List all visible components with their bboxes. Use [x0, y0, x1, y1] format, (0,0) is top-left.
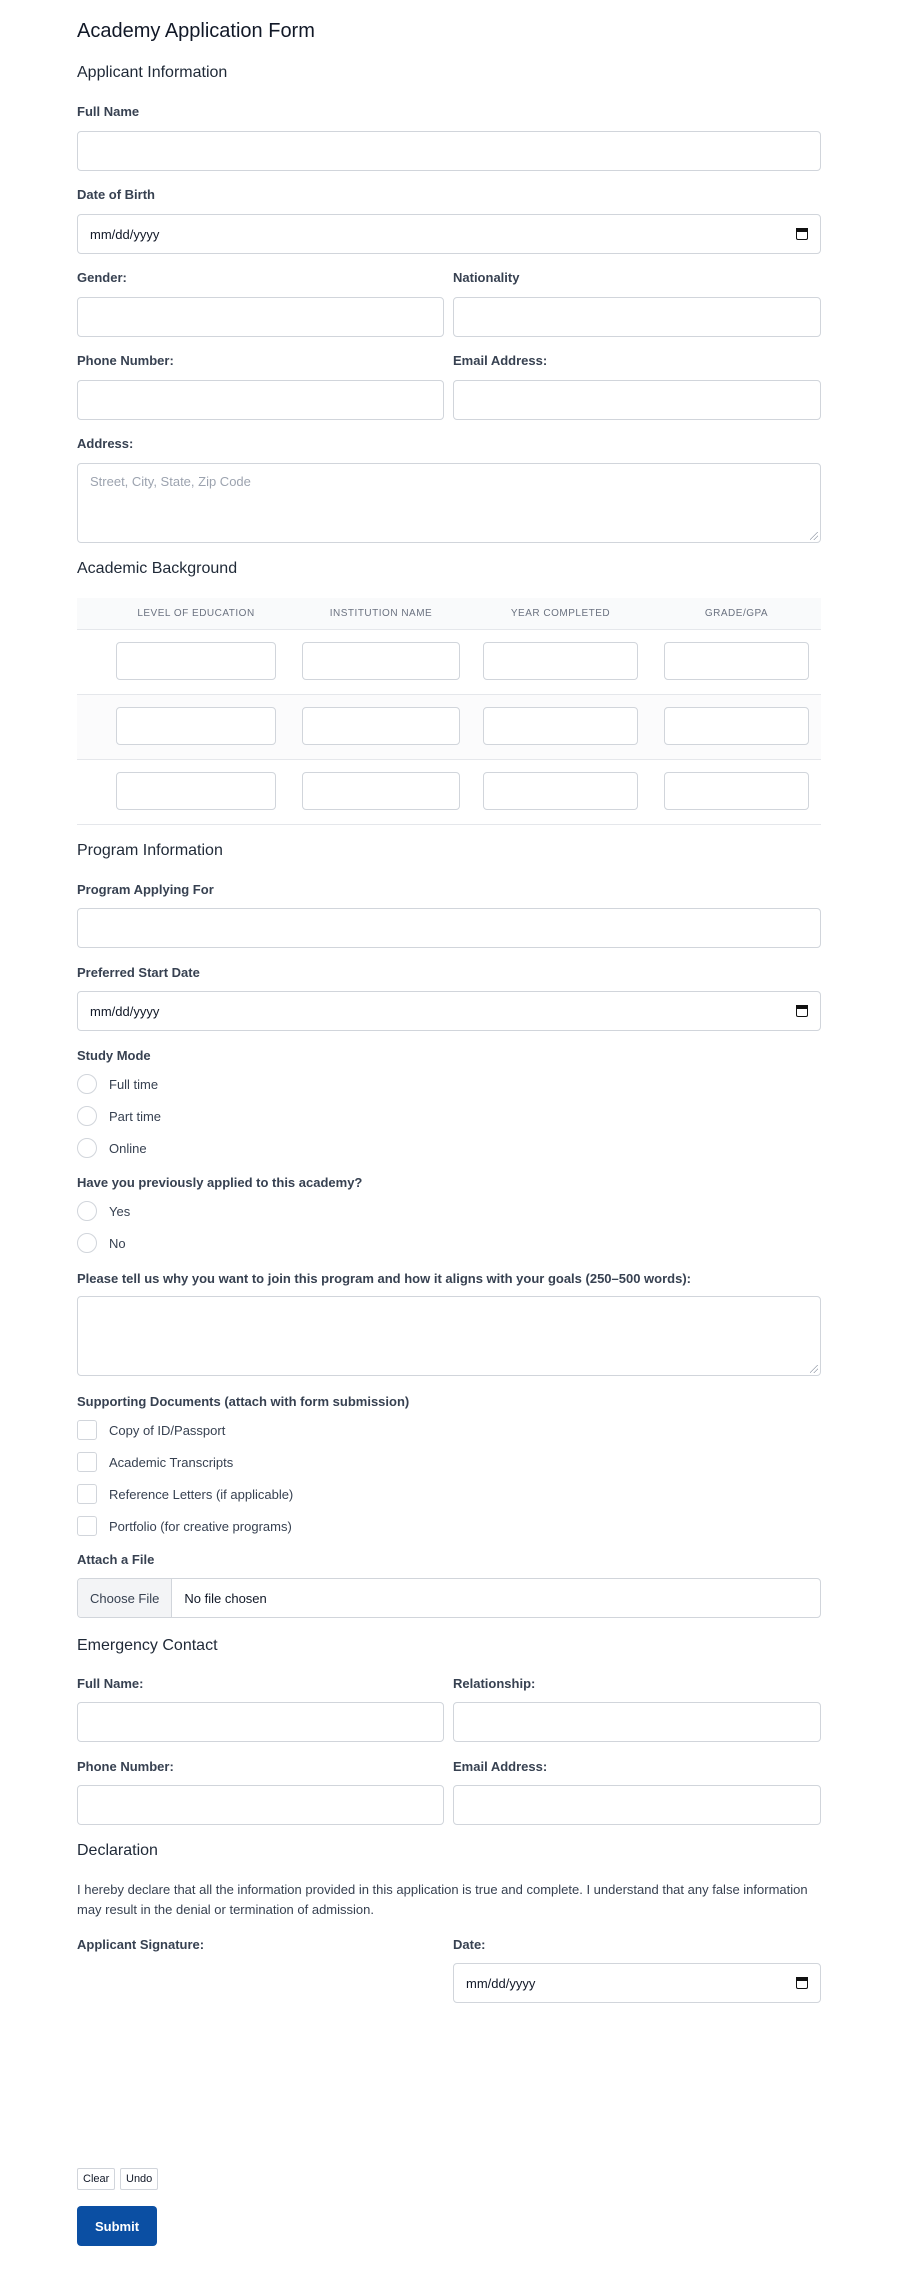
- radio-option-full-time[interactable]: [77, 1074, 158, 1094]
- signature-label: Applicant Signature:: [77, 1937, 205, 1952]
- file-input[interactable]: [77, 1578, 821, 1618]
- resize-handle[interactable]: [810, 1365, 818, 1373]
- radio-label: Online: [109, 1140, 147, 1156]
- address-placeholder: Street, City, State, Zip Code: [90, 474, 251, 489]
- checkbox-label: Reference Letters (if applicable): [109, 1486, 294, 1502]
- calendar-icon[interactable]: [796, 228, 808, 240]
- table-row: [77, 630, 821, 695]
- applicant-section-title: Applicant Information: [77, 64, 228, 81]
- program-section-title: Program Information: [77, 842, 223, 859]
- checkbox-label: Academic Transcripts: [109, 1454, 234, 1470]
- page-title: Academy Application Form: [77, 20, 315, 42]
- choose-file-button[interactable]: Choose File: [78, 1579, 172, 1617]
- declaration-date-placeholder: mm/dd/yyyy: [466, 1975, 536, 1991]
- radio-circle[interactable]: [77, 1074, 97, 1094]
- calendar-icon[interactable]: [796, 1977, 808, 1989]
- address-label: Address:: [77, 436, 134, 451]
- dob-label: Date of Birth: [77, 187, 155, 202]
- radio-label: Yes: [109, 1203, 131, 1219]
- column-header: LEVEL OF EDUCATION: [137, 608, 255, 619]
- dob-input[interactable]: [77, 214, 821, 254]
- institution-name-input[interactable]: [302, 772, 460, 810]
- undo-signature-button[interactable]: Undo: [120, 2168, 158, 2190]
- previous-applied-label: Have you previously applied to this academy?: [77, 1175, 363, 1190]
- radio-option-yes[interactable]: [77, 1201, 130, 1221]
- checkbox-reference-letters[interactable]: [77, 1484, 293, 1504]
- education-level-input[interactable]: [116, 642, 276, 680]
- calendar-icon[interactable]: [796, 1005, 808, 1017]
- table-row: [77, 695, 821, 760]
- start-date-label: Preferred Start Date: [77, 965, 200, 980]
- radio-label: Part time: [109, 1108, 162, 1124]
- motivation-label: Please tell us why you want to join this program and how it aligns with your goals (250–500 words):: [77, 1271, 692, 1286]
- phone-label: Phone Number:: [77, 353, 174, 368]
- attach-file-label: Attach a File: [77, 1552, 155, 1567]
- radio-label: No: [109, 1235, 126, 1251]
- nationality-label: Nationality: [453, 270, 520, 285]
- checkbox-transcripts[interactable]: [77, 1452, 233, 1472]
- checkbox-label: Copy of ID/Passport: [109, 1422, 226, 1438]
- clear-signature-button[interactable]: Clear: [77, 2168, 115, 2190]
- column-header: INSTITUTION NAME: [329, 608, 433, 619]
- signature-pad[interactable]: [77, 1960, 444, 2160]
- grade-gpa-input[interactable]: [664, 642, 809, 680]
- full-name-label: Full Name: [77, 104, 140, 119]
- dob-placeholder: mm/dd/yyyy: [90, 226, 160, 242]
- emergency-phone-label: Phone Number:: [77, 1759, 174, 1774]
- submit-button[interactable]: Submit: [77, 2206, 157, 2246]
- radio-option-part-time[interactable]: [77, 1106, 161, 1126]
- study-mode-label: Study Mode: [77, 1048, 151, 1063]
- table-row: [77, 760, 821, 825]
- emergency-email-input[interactable]: [453, 1785, 821, 1825]
- grade-gpa-input[interactable]: [664, 707, 809, 745]
- address-textarea[interactable]: [77, 463, 821, 543]
- checkbox-id-passport[interactable]: [77, 1420, 225, 1440]
- declaration-text: I hereby declare that all the information provided in this application is true and complete. I understand that any false information may result in the denial or termination of admission.: [77, 1882, 808, 1917]
- motivation-textarea[interactable]: [77, 1296, 821, 1376]
- grade-gpa-input[interactable]: [664, 772, 809, 810]
- academic-table-header: [77, 598, 821, 630]
- radio-option-no[interactable]: [77, 1233, 126, 1253]
- relationship-label: Relationship:: [453, 1676, 536, 1691]
- year-completed-input[interactable]: [483, 707, 638, 745]
- emergency-section-title: Emergency Contact: [77, 1637, 218, 1654]
- nationality-input[interactable]: [453, 297, 821, 337]
- institution-name-input[interactable]: [302, 642, 460, 680]
- declaration-date-label: Date:: [453, 1937, 486, 1952]
- file-status: No file chosen: [184, 1590, 267, 1606]
- institution-name-input[interactable]: [302, 707, 460, 745]
- emergency-email-label: Email Address:: [453, 1759, 548, 1774]
- relationship-input[interactable]: [453, 1702, 821, 1742]
- program-label: Program Applying For: [77, 882, 214, 897]
- radio-circle[interactable]: [77, 1138, 97, 1158]
- gender-input[interactable]: [77, 297, 444, 337]
- start-date-placeholder: mm/dd/yyyy: [90, 1003, 160, 1019]
- declaration-section-title: Declaration: [77, 1842, 158, 1859]
- emergency-phone-input[interactable]: [77, 1785, 444, 1825]
- emergency-name-label: Full Name:: [77, 1676, 144, 1691]
- emergency-name-input[interactable]: [77, 1702, 444, 1742]
- checkbox[interactable]: [77, 1516, 97, 1536]
- checkbox[interactable]: [77, 1484, 97, 1504]
- radio-label: Full time: [109, 1076, 159, 1092]
- year-completed-input[interactable]: [483, 772, 638, 810]
- checkbox[interactable]: [77, 1420, 97, 1440]
- radio-circle[interactable]: [77, 1233, 97, 1253]
- academic-section-title: Academic Background: [77, 560, 238, 577]
- checkbox-portfolio[interactable]: [77, 1516, 292, 1536]
- email-label: Email Address:: [453, 353, 548, 368]
- column-header: GRADE/GPA: [704, 608, 769, 619]
- full-name-input[interactable]: [77, 131, 821, 171]
- education-level-input[interactable]: [116, 707, 276, 745]
- radio-option-online[interactable]: [77, 1138, 147, 1158]
- checkbox[interactable]: [77, 1452, 97, 1472]
- start-date-input[interactable]: [77, 991, 821, 1031]
- resize-handle[interactable]: [810, 532, 818, 540]
- documents-label: Supporting Documents (attach with form submission): [77, 1394, 410, 1409]
- radio-circle[interactable]: [77, 1201, 97, 1221]
- email-input[interactable]: [453, 380, 821, 420]
- phone-input[interactable]: [77, 380, 444, 420]
- declaration-date-input[interactable]: [453, 1963, 821, 2003]
- program-input[interactable]: [77, 908, 821, 948]
- gender-label: Gender:: [77, 270, 127, 285]
- year-completed-input[interactable]: [483, 642, 638, 680]
- column-header: YEAR COMPLETED: [510, 608, 611, 619]
- radio-circle[interactable]: [77, 1106, 97, 1126]
- education-level-input[interactable]: [116, 772, 276, 810]
- checkbox-label: Portfolio (for creative programs): [109, 1518, 292, 1534]
